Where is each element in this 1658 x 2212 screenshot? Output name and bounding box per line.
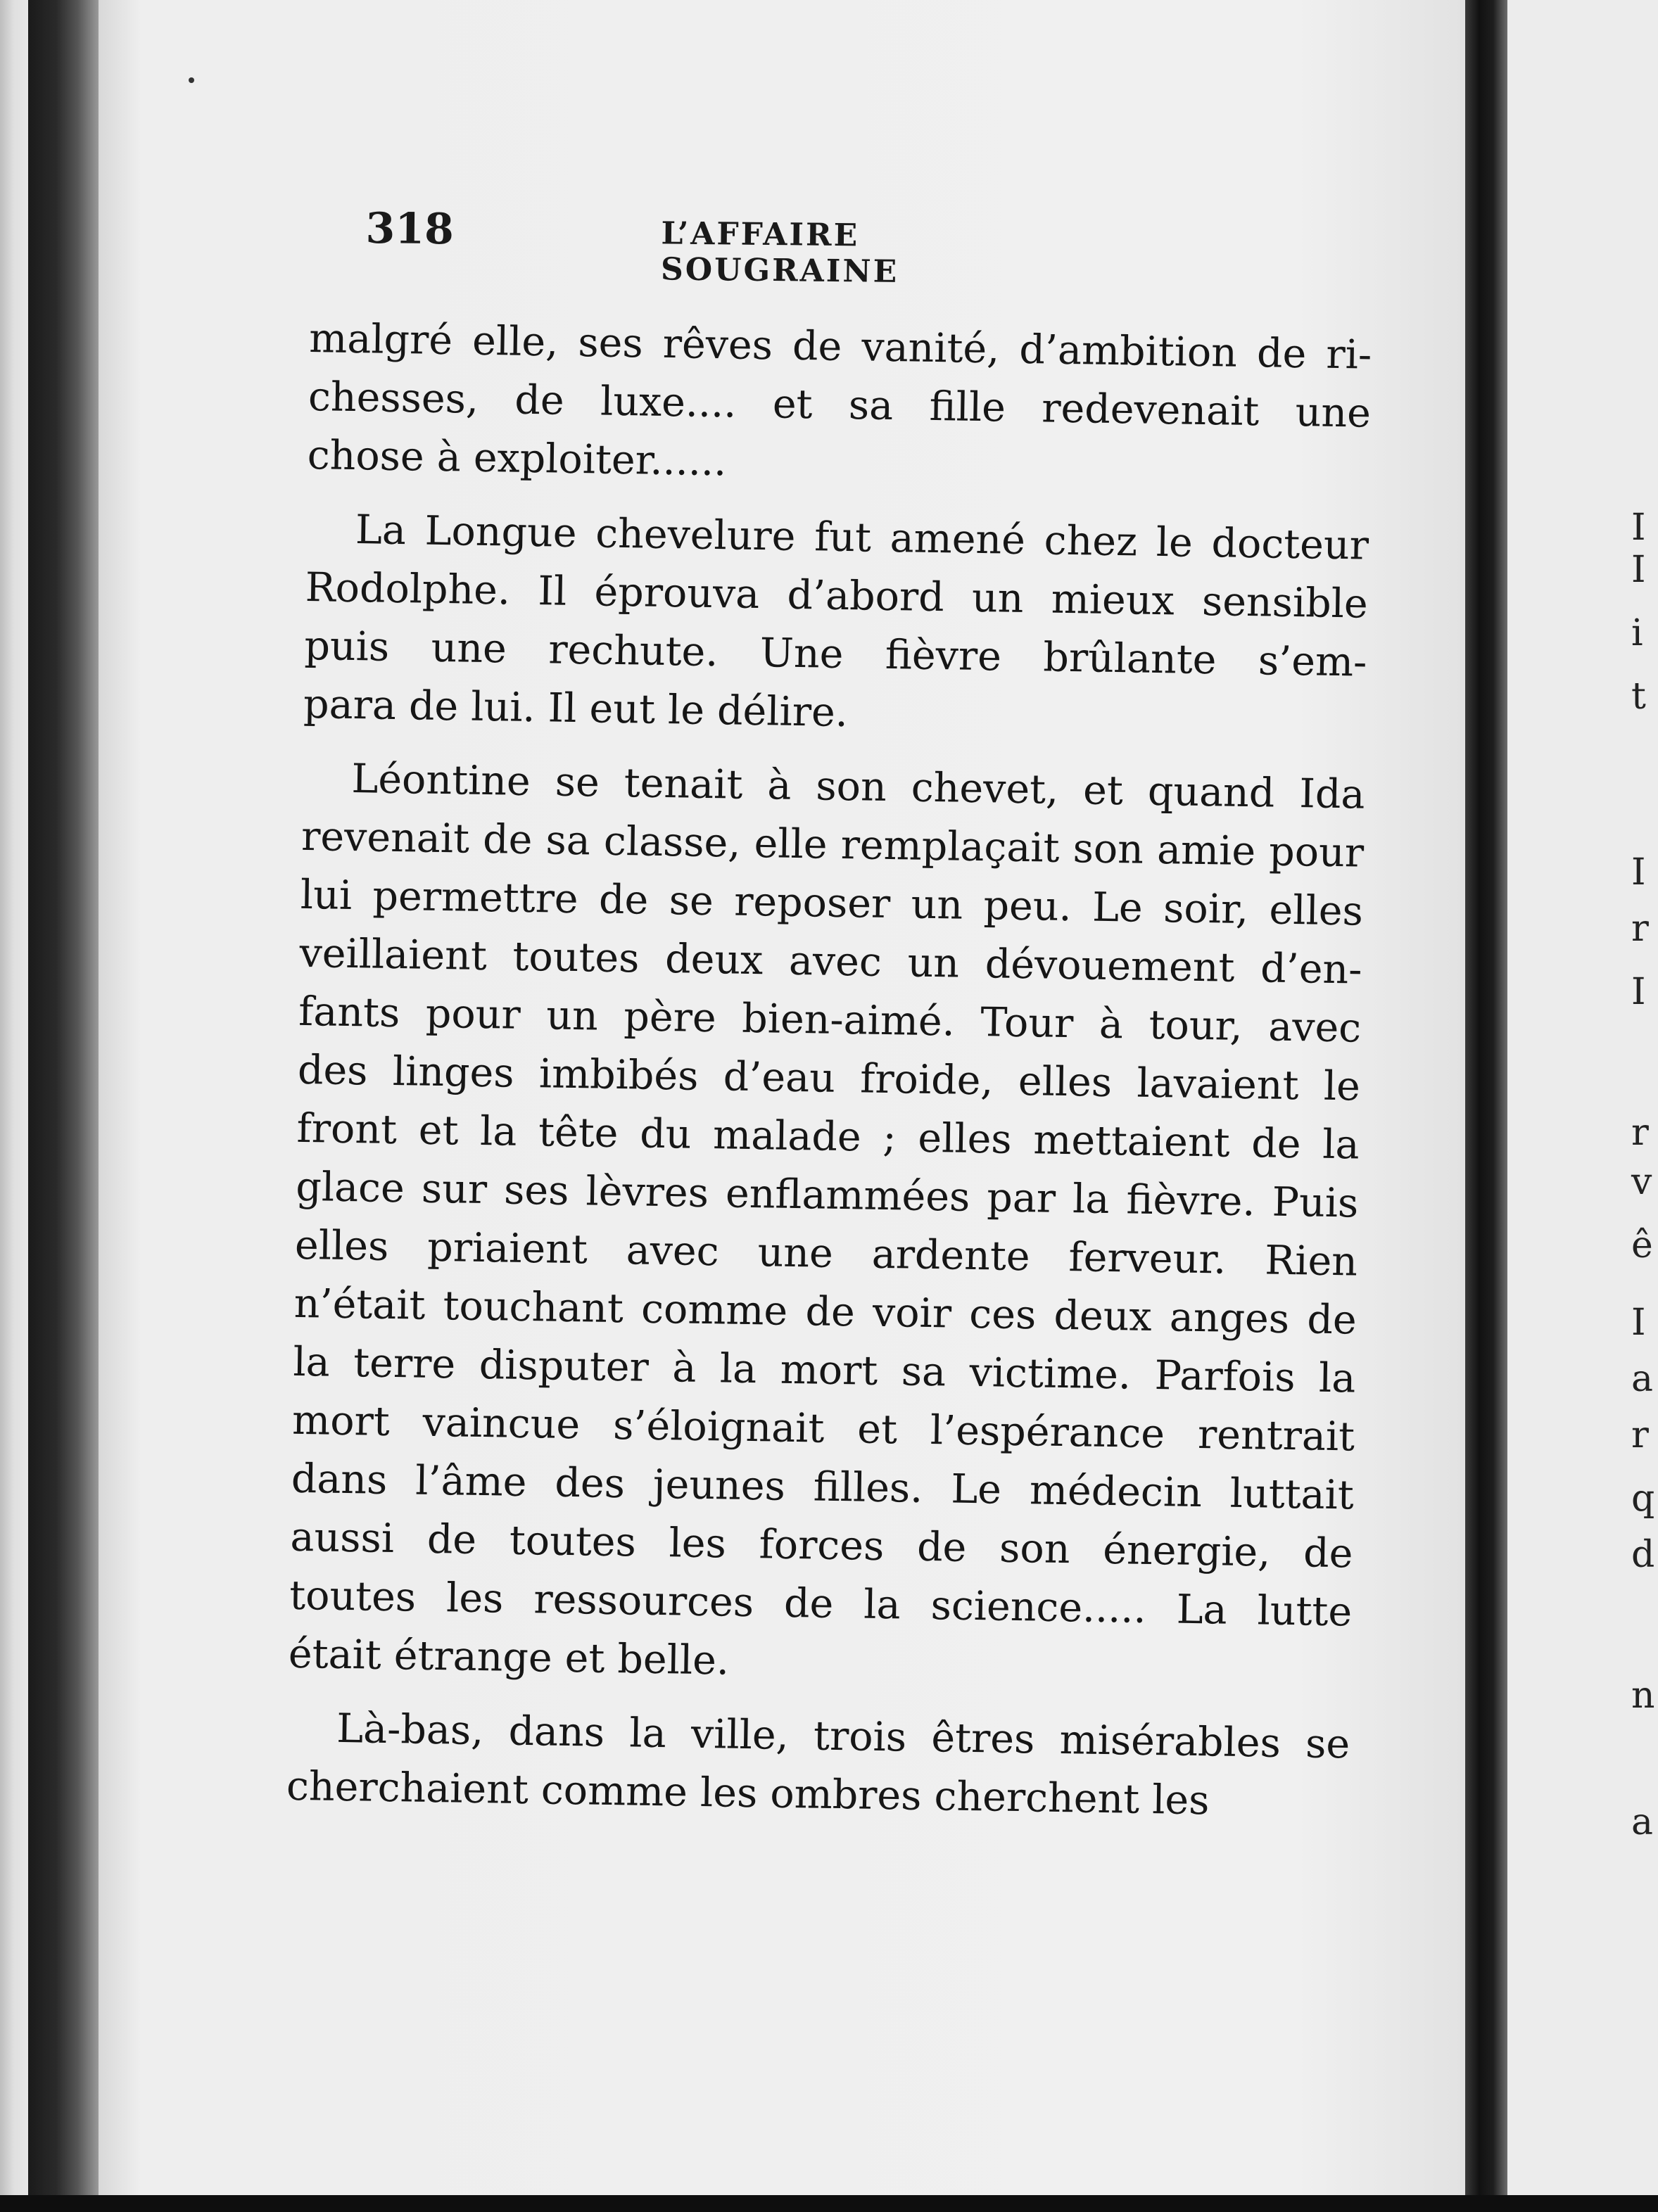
book-left-edge xyxy=(28,0,99,2212)
text-line: chesses, de luxe.... et sa fille redevenait une xyxy=(308,373,1372,437)
paragraph xyxy=(307,310,1372,502)
facing-page-fragment: q xyxy=(1631,1477,1655,1520)
facing-page-fragment: ê xyxy=(1631,1224,1653,1266)
facing-page-fragment: a xyxy=(1631,1358,1654,1400)
text-line: mort vaincue s’éloignait et l’espérance rentrait xyxy=(291,1397,1355,1461)
text-line: puis une rechute. Une fièvre brûlante s’em- xyxy=(303,622,1367,686)
running-title: L’AFFAIRE SOUGRAINE xyxy=(660,215,899,290)
text-line: fants pour un père bien-aimé. Tour à tour, avec xyxy=(298,988,1362,1052)
facing-page-fragment: I xyxy=(1631,507,1646,549)
text-line: chose à exploiter...... xyxy=(307,431,727,485)
book-gutter xyxy=(1465,0,1507,2212)
page-header xyxy=(365,204,1091,290)
text-line: Rodolphe. Il éprouva d’abord un mieux sensible xyxy=(305,564,1369,628)
facing-page-fragment: r xyxy=(1631,908,1649,950)
text-line: veillaient toutes deux avec un dévouement d’en- xyxy=(299,929,1362,993)
text-line: Léontine se tenait à son chevet, et quand Ida xyxy=(351,756,1365,818)
text-line: était étrange et belle. xyxy=(288,1630,730,1684)
scan-bottom-border xyxy=(0,2195,1658,2212)
text-line: revenait de sa classe, elle remplaçait son amie pour xyxy=(300,813,1365,877)
facing-page-fragment: I xyxy=(1631,971,1646,1013)
page-number: 318 xyxy=(365,204,455,255)
text-line: malgré elle, ses rêves de vanité, d’ambition de ri- xyxy=(308,314,1372,379)
facing-page-fragment: I xyxy=(1631,1302,1646,1344)
facing-page-fragment: v xyxy=(1631,1161,1652,1203)
facing-page-fragment: I xyxy=(1631,851,1646,894)
text-line: aussi de toutes les forces de son énergie, de xyxy=(290,1513,1353,1577)
text-line: Là-bas, dans la ville, trois êtres misérables se xyxy=(336,1705,1350,1768)
text-line: cherchaient comme les ombres cherchent les xyxy=(286,1762,1210,1824)
text-line: dans l’âme des jeunes filles. Le médecin luttait xyxy=(291,1455,1355,1519)
facing-page-fragment: i xyxy=(1631,612,1643,654)
text-line: para de lui. Il eut le délire. xyxy=(303,680,849,737)
facing-page-edge xyxy=(1507,0,1658,2212)
scan-speck xyxy=(189,77,194,83)
text-line: elles priaient avec une ardente ferveur. Rien xyxy=(294,1221,1358,1285)
facing-page-fragment: t xyxy=(1631,675,1646,718)
text-line: glace sur ses lèvres enflammées par la fièvre. Puis xyxy=(295,1163,1359,1227)
paragraph xyxy=(303,500,1369,751)
facing-page-fragment: r xyxy=(1631,1112,1649,1154)
paragraph xyxy=(288,749,1365,1701)
text-line: la terre disputer à la mort sa victime. Parfois la xyxy=(292,1338,1356,1402)
body-text xyxy=(286,310,1372,1848)
text-line: front et la tête du malade ; elles mettaient de la xyxy=(296,1105,1360,1169)
facing-page-fragment: n xyxy=(1631,1674,1655,1717)
text-line: n’était touchant comme de voir ces deux anges de xyxy=(293,1280,1358,1344)
facing-page-fragment: a xyxy=(1631,1801,1654,1843)
text-line: La Longue chevelure fut amené chez le docteur xyxy=(355,507,1369,569)
facing-page-fragment: r xyxy=(1631,1414,1649,1456)
text-line: lui permettre de se reposer un peu. Le soir, elles xyxy=(300,871,1364,935)
paragraph xyxy=(286,1699,1350,1833)
text-line: toutes les ressources de la science..... La lutte xyxy=(289,1572,1353,1636)
text-line: des linges imbibés d’eau froide, elles lavaient le xyxy=(297,1046,1361,1110)
facing-page-fragment: I xyxy=(1631,549,1646,591)
facing-page-fragment: d xyxy=(1631,1534,1655,1576)
